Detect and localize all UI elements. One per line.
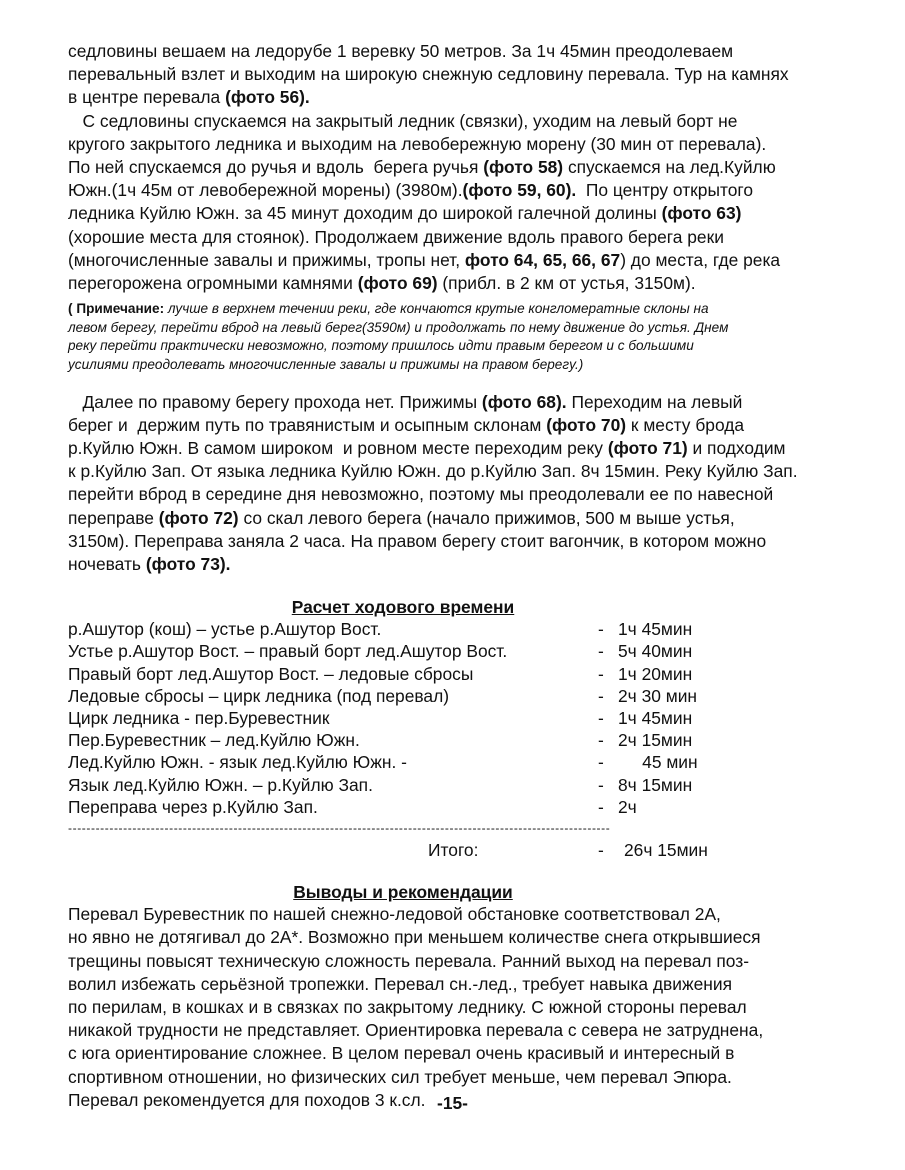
photo-ref: (фото 59, 60). <box>462 180 577 201</box>
total-dash: - <box>598 839 604 860</box>
timing-duration: 1ч 45мин <box>618 707 693 728</box>
text-line: но явно не дотягивал до 2А*. Возможно при меньшем количестве снега открывшиеся <box>68 927 761 948</box>
text-line: к р.Куйлю Зап. От языка ледника Куйлю Южн. до р.Куйлю Зап. 8ч 15мин. Реку Куйлю Зап. <box>68 461 798 482</box>
text-line: (хорошие места для стоянок). Продолжаем движение вдоль правого берега реки <box>68 226 724 247</box>
page-content <box>68 40 868 1112</box>
text-line: перегорожена огромными камнями (фото 69) (прибл. в 2 км от устья, 3150м). <box>68 273 696 294</box>
timing-row <box>68 685 868 707</box>
note-line: усилиями преодолевать многочисленные завалы и прижимы на правом берегу.) <box>68 357 584 373</box>
photo-ref: (фото 69) <box>357 273 438 294</box>
timing-total-row <box>68 839 868 861</box>
separator-line: ---------------------------------------------------------------------------------------------------------------------- <box>68 820 611 835</box>
timing-duration: 1ч 20мин <box>618 663 693 684</box>
timing-section <box>68 596 868 861</box>
text-line: Перевал Буревестник по нашей снежно-ледовой обстановке соответствовал 2А, <box>68 904 721 925</box>
photo-ref: фото 64, 65, 66, 67 <box>464 249 621 270</box>
timing-table <box>68 618 868 818</box>
timing-row <box>68 729 868 751</box>
note-block <box>68 300 868 374</box>
photo-ref: (фото 72) <box>158 507 239 528</box>
conclusions-section <box>68 881 868 1112</box>
text-line: ледника Куйлю Южн. за 45 минут доходим до широкой галечной долины (фото 63) <box>68 203 742 224</box>
text-line: ночевать (фото 73). <box>68 554 231 575</box>
timing-route: р.Ашутор (кош) – устье р.Ашутор Вост. <box>68 619 382 640</box>
text-line: По ней спускаемся до ручья и вдоль берега ручья (фото 58) спускаемся на лед.Куйлю <box>68 157 776 178</box>
timing-route: Цирк ледника - пер.Буревестник <box>68 707 330 728</box>
total-time: 26ч 15мин <box>624 839 708 860</box>
timing-route: Лед.Куйлю Южн. - язык лед.Куйлю Южн. - <box>68 752 407 773</box>
timing-dash: - <box>598 730 604 751</box>
timing-dash: - <box>598 641 604 662</box>
text-line: перевальный взлет и выходим на широкую снежную седловину перевала. Тур на камнях <box>68 64 789 85</box>
paragraph-saddle <box>68 40 868 110</box>
text-line: волил избежать серьёзной тропежки. Перевал сн.-лед., требует навыка движения <box>68 973 733 994</box>
paragraph-crossing <box>68 391 868 577</box>
text-line: Далее по правому берегу прохода нет. Прижимы (фото 68). Переходим на левый <box>68 391 743 412</box>
text-line: спортивном отношении, но физических сил требует меньше, чем перевал Эпюра. <box>68 1066 732 1087</box>
timing-title: Расчет ходового времени <box>291 597 515 618</box>
text-line: кругого закрытого ледника и выходим на левобережную морену (30 мин от перевала). <box>68 133 767 154</box>
text-line: седловины вешаем на ледорубе 1 веревку 50 метров. За 1ч 45мин преодолеваем <box>68 41 734 61</box>
text-line: (многочисленные завалы и прижимы, тропы нет, фото 64, 65, 66, 67) до места, где река <box>68 249 781 270</box>
photo-ref: (фото 70) <box>546 414 627 435</box>
page-number: -15- <box>437 1093 468 1113</box>
text-line: в центре перевала (фото 56). <box>68 87 310 108</box>
timing-dash: - <box>598 796 604 817</box>
text-line: Южн.(1ч 45м от левобережной морены) (3980м).(фото 59, 60). По центру открытого <box>68 180 754 201</box>
text-line: с юга ориентирование сложнее. В целом перевал очень красивый и интересный в <box>68 1043 735 1064</box>
photo-ref: (фото 71) <box>607 438 688 459</box>
photo-ref: (фото 56). <box>225 87 310 108</box>
photo-ref: (фото 58) <box>483 157 564 178</box>
note-line: ( Примечание: лучше в верхнем течении реки, где кончаются крутые конгломератные склоны на <box>68 301 709 317</box>
photo-ref: (фото 73). <box>145 554 231 575</box>
text-line: Перевал рекомендуется для походов 3 к.сл. <box>68 1089 426 1110</box>
timing-row <box>68 751 868 773</box>
paragraph-descent <box>68 110 868 296</box>
text-line: по перилам, в кошках и в связках по закрытому леднику. С южной стороны перевал <box>68 996 747 1017</box>
photo-ref: (фото 68). <box>481 391 567 412</box>
timing-duration: 2ч 15мин <box>618 730 693 751</box>
conclusions-title: Выводы и рекомендации <box>293 882 513 903</box>
timing-duration: 8ч 15мин <box>618 774 693 795</box>
timing-route: Правый борт лед.Ашутор Вост. – ледовые сбросы <box>68 663 474 684</box>
timing-duration: 1ч 45мин <box>618 619 693 640</box>
text-line: трещины повысят техническую сложность перевала. Ранний выход на перевал поз- <box>68 950 750 971</box>
timing-dash: - <box>598 685 604 706</box>
text-line: берег и держим путь по травянистым и осыпным склонам (фото 70) к месту брода <box>68 414 745 435</box>
note-line: левом берегу, перейти вброд на левый берег(3590м) и продолжать по нему движение до устья. Днем <box>68 319 729 335</box>
timing-duration: 2ч <box>618 796 637 817</box>
timing-dash: - <box>598 774 604 795</box>
timing-dash: - <box>598 663 604 684</box>
timing-route: Переправа через р.Куйлю Зап. <box>68 796 318 817</box>
note-label: Примечание: <box>76 301 165 317</box>
timing-row <box>68 796 868 818</box>
timing-duration: 45 мин <box>618 752 698 773</box>
timing-row <box>68 618 868 640</box>
timing-row <box>68 640 868 662</box>
timing-duration: 5ч 40мин <box>618 641 693 662</box>
text-line: 3150м). Переправа заняла 2 часа. На правом берегу стоит вагончик, в котором можно <box>68 530 767 551</box>
timing-route: Пер.Буревестник – лед.Куйлю Южн. <box>68 730 360 751</box>
text-line: никакой трудности не представляет. Ориентировка перевала с севера не затруднена, <box>68 1020 764 1041</box>
text-line: переправе (фото 72) со скал левого берега (начало прижимов, 500 м выше устья, <box>68 507 735 528</box>
note-line: реку перейти практически невозможно, поэтому пришлось идти правым берегом и с большими <box>68 338 694 354</box>
timing-row <box>68 663 868 685</box>
timing-dash: - <box>598 752 604 773</box>
timing-route: Язык лед.Куйлю Южн. – р.Куйлю Зап. <box>68 774 373 795</box>
total-label: Итого: <box>428 839 479 860</box>
text-line: перейти вброд в середине дня невозможно, поэтому мы преодолевали ее по навесной <box>68 484 774 505</box>
timing-route: Устье р.Ашутор Вост. – правый борт лед.Ашутор Вост. <box>68 641 508 662</box>
timing-dash: - <box>598 707 604 728</box>
timing-row <box>68 774 868 796</box>
conclusions-body <box>68 903 868 1112</box>
photo-ref: (фото 63) <box>661 203 742 224</box>
timing-row <box>68 707 868 729</box>
text-line: С седловины спускаемся на закрытый ледник (связки), уходим на левый борт не <box>68 110 738 131</box>
timing-route: Ледовые сбросы – цирк ледника (под перевал) <box>68 685 450 706</box>
timing-dash: - <box>598 619 604 640</box>
timing-duration: 2ч 30 мин <box>618 685 698 706</box>
text-line: р.Куйлю Южн. В самом широком и ровном месте переходим реку (фото 71) и подходим <box>68 438 786 459</box>
